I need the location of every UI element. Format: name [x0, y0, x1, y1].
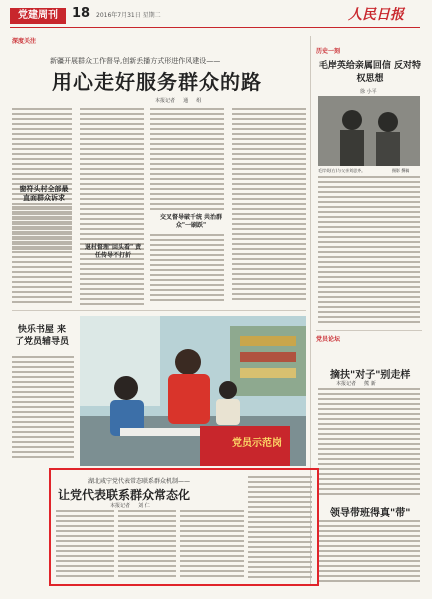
- history-author: 徐 小平: [360, 89, 377, 95]
- masthead: [0, 0, 432, 28]
- history-photo: [318, 96, 420, 166]
- leadership-title: 领导带班得真"带": [330, 508, 411, 519]
- boxed-kicker: 湖北咸宁党代表常态联系群众机制——: [88, 478, 191, 485]
- boxed-body-col2: [118, 510, 176, 582]
- reading-body: [12, 356, 74, 464]
- subhead-mid1: 交叉督导破千统 共治群众"一刷跃": [159, 214, 223, 229]
- reading-headline: 快乐书屋 来了党员辅导员: [14, 325, 69, 347]
- history-caption: 毛岸英(右)与父亲刘思齐。: [318, 168, 366, 173]
- lead-body-col2: [80, 108, 144, 308]
- boxed-body-col3: [180, 510, 244, 582]
- subhead-left1: 窗符头村全部最 直面群众诉求: [19, 184, 69, 202]
- history-column-label: 历史一刻: [316, 48, 341, 55]
- forum-body: [318, 388, 420, 498]
- masthead-rule: [10, 27, 420, 28]
- lead-column-label: 深度关注: [12, 38, 37, 45]
- reading-room-photo: [80, 316, 306, 466]
- photo-sign: 党员示范岗: [232, 438, 282, 449]
- history-title: 毛岸英给亲属回信 反对特权思想: [318, 61, 422, 84]
- section-divider: [12, 310, 306, 311]
- history-photo-credit: 摄影 撰稿: [392, 168, 410, 173]
- page-number: 18: [72, 6, 91, 21]
- boxed-body-col4: [248, 476, 312, 582]
- boxed-body-col1: [56, 510, 114, 582]
- lead-kicker: 新疆开展群众工作督导,创新丢播方式形进作风建设——: [50, 57, 221, 65]
- history-photo-illustration: [318, 96, 420, 166]
- forum-byline: 本报记者 熊 新: [336, 381, 376, 387]
- forum-title: 摘扶"对子"别走样: [330, 370, 411, 381]
- lead-body-col3: [150, 108, 224, 212]
- lead-body-col4: [232, 108, 306, 306]
- history-body: [318, 176, 420, 326]
- lead-byline: 本报记者 通 组: [155, 98, 202, 104]
- lead-body-col3b: [150, 234, 224, 306]
- newspaper-logo: 人民日报: [348, 7, 404, 23]
- boxed-title: 让党代表联系群众常态化: [58, 488, 191, 502]
- leadership-body: [318, 520, 420, 586]
- issue-date: 2016年7月31日 星期二: [96, 12, 161, 19]
- boxed-byline: 本报记者 刘 仁: [110, 503, 150, 509]
- lead-body-col1b: [12, 206, 72, 306]
- right-divider: [316, 330, 422, 331]
- section-tag: 党建周刊: [10, 8, 66, 24]
- forum-column-label: 党员论坛: [316, 336, 341, 343]
- subhead-mid2: 退村督理"回头看" 责任传导不打折: [84, 244, 142, 259]
- lead-title: 用心走好服务群众的路: [52, 70, 262, 94]
